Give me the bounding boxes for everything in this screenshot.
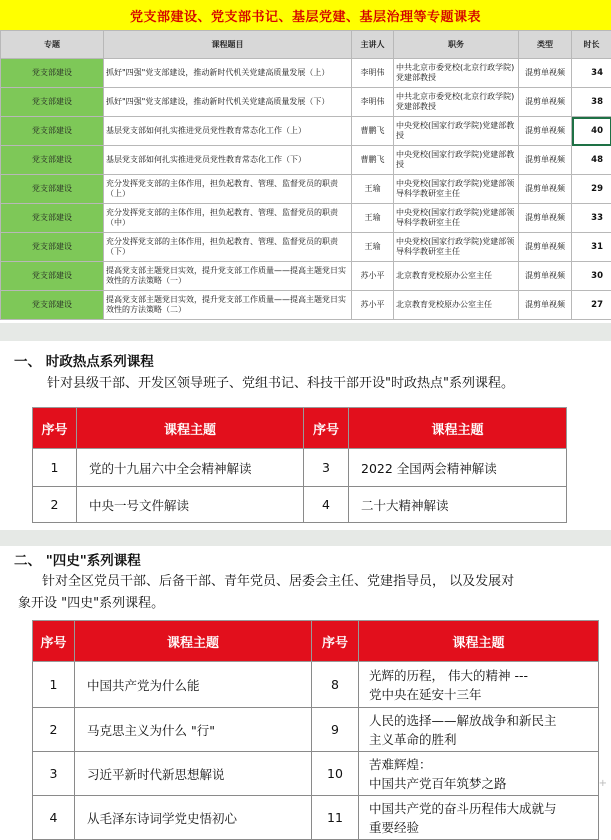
cell-course: 中央一号文件解读 xyxy=(77,487,304,523)
cell-topic[interactable]: 党支部建设 xyxy=(1,233,104,262)
cell-topic[interactable]: 党支部建设 xyxy=(1,262,104,291)
four-histories-course-table xyxy=(32,620,599,840)
spreadsheet-view xyxy=(0,0,611,323)
section-intro-line-1: 针对全区党员干部、后备干部、青年党员、居委会主任、党建指导员， 以及发展对 xyxy=(42,571,514,593)
cell-speaker[interactable]: 曹鹏飞 xyxy=(352,117,394,146)
cell-course: 从毛泽东诗词学党史悟初心 xyxy=(75,796,312,840)
cell-duty[interactable]: 中央党校(国家行政学院)党建部领导科学教研室主任 xyxy=(394,175,519,204)
cell-course: 2022 全国两会精神解读 xyxy=(349,449,567,487)
cell-duty[interactable]: 中共北京市委党校(北京行政学院)党建部教授 xyxy=(394,88,519,117)
cell-hours[interactable]: 38 xyxy=(572,88,611,117)
cell-speaker[interactable]: 苏小平 xyxy=(352,262,394,291)
cell-topic[interactable]: 党支部建设 xyxy=(1,59,104,88)
cell-course: 人民的选择——解放战争和新民主 主义革命的胜利 xyxy=(359,708,599,752)
table-row xyxy=(1,204,611,233)
cell-type[interactable]: 混剪单视频 xyxy=(519,175,572,204)
cell-hours[interactable]: 31 xyxy=(572,233,611,262)
cell-topic[interactable]: 党支部建设 xyxy=(1,146,104,175)
cell-course: 马克思主义为什么 "行" xyxy=(75,708,312,752)
page-gap xyxy=(0,323,611,341)
cell-no: 9 xyxy=(312,708,359,752)
cell-duty[interactable]: 中央党校(国家行政学院)党建部教授 xyxy=(394,117,519,146)
table-row xyxy=(1,117,611,146)
table-row xyxy=(1,233,611,262)
cell-title[interactable]: 基层党支部如何扎实推进党员党性教育常态化工作（下） xyxy=(104,146,352,175)
column-header-topic[interactable]: 专题 xyxy=(1,31,104,59)
cell-no: 3 xyxy=(33,752,75,796)
cell-hours[interactable]: 48 xyxy=(572,146,611,175)
cell-type[interactable]: 混剪单视频 xyxy=(519,117,572,146)
table-row xyxy=(33,796,599,840)
cell-type[interactable]: 混剪单视频 xyxy=(519,291,572,320)
sheet-title: 党支部建设、党支部书记、基层党建、基层治理等专题课表 xyxy=(0,0,611,30)
cell-course: 中国共产党为什么能 xyxy=(75,662,312,708)
cell-topic[interactable]: 党支部建设 xyxy=(1,204,104,233)
section-heading: 二、 "四史"系列课程 xyxy=(14,549,141,569)
cell-no: 2 xyxy=(33,708,75,752)
cell-type[interactable]: 混剪单视频 xyxy=(519,233,572,262)
table-header-row xyxy=(33,408,567,449)
cell-type[interactable]: 混剪单视频 xyxy=(519,204,572,233)
table-row xyxy=(1,146,611,175)
cell-topic[interactable]: 党支部建设 xyxy=(1,175,104,204)
table-row xyxy=(33,662,599,708)
cell-duty[interactable]: 中共北京市委党校(北京行政学院)党建部教授 xyxy=(394,59,519,88)
column-header-no: 序号 xyxy=(33,408,77,449)
cell-speaker[interactable]: 王瑜 xyxy=(352,204,394,233)
cell-hours[interactable]: 33 xyxy=(572,204,611,233)
cell-hours[interactable]: 27 xyxy=(572,291,611,320)
cell-title[interactable]: 抓好"四强"党支部建设，推动新时代机关党建高质量发展（上） xyxy=(104,59,352,88)
table-header-row xyxy=(33,621,599,662)
cell-hours[interactable]: 30 xyxy=(572,262,611,291)
cell-speaker[interactable]: 王瑜 xyxy=(352,233,394,262)
cell-no: 1 xyxy=(33,449,77,487)
table-row xyxy=(1,175,611,204)
cell-course: 光辉的历程， 伟大的精神 --- 党中央在延安十三年 xyxy=(359,662,599,708)
column-header-title[interactable]: 课程题目 xyxy=(104,31,352,59)
cell-no: 4 xyxy=(33,796,75,840)
cell-type[interactable]: 混剪单视频 xyxy=(519,88,572,117)
cell-duty[interactable]: 中央党校(国家行政学院)党建部领导科学教研室主任 xyxy=(394,204,519,233)
cell-no: 1 xyxy=(33,662,75,708)
cell-hours[interactable]: 29 xyxy=(572,175,611,204)
cell-type[interactable]: 混剪单视频 xyxy=(519,146,572,175)
cell-hours[interactable]: 34 xyxy=(572,59,611,88)
section-heading: 一、 时政热点系列课程 xyxy=(14,350,154,370)
cell-speaker[interactable]: 王瑜 xyxy=(352,175,394,204)
cell-title[interactable]: 充分发挥党支部的主体作用，担负起教育、管理、监督党员的职责（下） xyxy=(104,233,352,262)
cell-title[interactable]: 基层党支部如何扎实推进党员党性教育常态化工作（上） xyxy=(104,117,352,146)
cell-duty[interactable]: 北京教育党校原办公室主任 xyxy=(394,291,519,320)
cell-no: 4 xyxy=(304,487,349,523)
table-header-row xyxy=(1,31,611,59)
table-row xyxy=(1,262,611,291)
table-row xyxy=(33,708,599,752)
cell-title[interactable]: 提高党支部主题党日实效，提升党支部工作质量——提高主题党日实效性的方法策略（二） xyxy=(104,291,352,320)
column-header-topic: 课程主题 xyxy=(77,408,304,449)
cell-speaker[interactable]: 李明伟 xyxy=(352,59,394,88)
cell-title[interactable]: 提高党支部主题党日实效，提升党支部工作质量——提高主题党日实效性的方法策略（一） xyxy=(104,262,352,291)
section-intro: 针对县级干部、开发区领导班子、党组书记、科技干部开设"时政热点"系列课程。 xyxy=(47,373,514,395)
cell-duty[interactable]: 中央党校(国家行政学院)党建部教授 xyxy=(394,146,519,175)
section-intro-line-2: 象开设 "四史"系列课程。 xyxy=(18,593,164,615)
cell-type[interactable]: 混剪单视频 xyxy=(519,59,572,88)
table-row xyxy=(1,88,611,117)
cell-no: 3 xyxy=(304,449,349,487)
column-header-no: 序号 xyxy=(312,621,359,662)
table-row xyxy=(1,59,611,88)
cell-course: 苦难辉煌： 中国共产党百年筑梦之路 xyxy=(359,752,599,796)
column-header-speaker[interactable]: 主讲人 xyxy=(352,31,394,59)
column-header-topic: 课程主题 xyxy=(75,621,312,662)
cell-duty[interactable]: 中央党校(国家行政学院)党建部领导科学教研室主任 xyxy=(394,233,519,262)
cell-topic[interactable]: 党支部建设 xyxy=(1,88,104,117)
page-section-four-histories xyxy=(0,546,611,830)
cell-speaker[interactable]: 苏小平 xyxy=(352,291,394,320)
table-row xyxy=(33,487,567,523)
column-header-no: 序号 xyxy=(304,408,349,449)
table-row xyxy=(1,291,611,320)
cell-topic[interactable]: 党支部建设 xyxy=(1,117,104,146)
cell-no: 8 xyxy=(312,662,359,708)
column-header-duty[interactable]: 职务 xyxy=(394,31,519,59)
column-header-no: 序号 xyxy=(33,621,75,662)
cell-course: 中国共产党的奋斗历程伟大成就与 重要经验 xyxy=(359,796,599,840)
cell-course: 习近平新时代新思想解说 xyxy=(75,752,312,796)
cell-hours-selected[interactable]: 40 xyxy=(572,117,611,146)
cell-title[interactable]: 抓好"四强"党支部建设，推动新时代机关党建高质量发展（下） xyxy=(104,88,352,117)
cell-type[interactable]: 混剪单视频 xyxy=(519,262,572,291)
cell-duty[interactable]: 北京教育党校原办公室主任 xyxy=(394,262,519,291)
cell-no: 11 xyxy=(312,796,359,840)
cell-title[interactable]: 充分发挥党支部的主体作用，担负起教育、管理、监督党员的职责（上） xyxy=(104,175,352,204)
column-header-topic: 课程主题 xyxy=(349,408,567,449)
cell-no: 10 xyxy=(312,752,359,796)
cell-topic[interactable]: 党支部建设 xyxy=(1,291,104,320)
cell-speaker[interactable]: 李明伟 xyxy=(352,88,394,117)
column-header-hours[interactable]: 时长 xyxy=(572,31,611,59)
resize-handle-icon[interactable]: + xyxy=(599,778,607,789)
cell-speaker[interactable]: 曹鹏飞 xyxy=(352,146,394,175)
course-schedule-table xyxy=(0,30,611,320)
column-header-type[interactable]: 类型 xyxy=(519,31,572,59)
column-header-topic: 课程主题 xyxy=(359,621,599,662)
cell-course: 党的十九届六中全会精神解读 xyxy=(77,449,304,487)
cell-no: 2 xyxy=(33,487,77,523)
table-row xyxy=(33,752,599,796)
current-affairs-course-table xyxy=(32,407,567,523)
table-row xyxy=(33,449,567,487)
cell-title[interactable]: 充分发挥党支部的主体作用，担负起教育、管理、监督党员的职责（中） xyxy=(104,204,352,233)
page-gap xyxy=(0,530,611,546)
page-section-current-affairs xyxy=(0,341,611,530)
cell-course: 二十大精神解读 xyxy=(349,487,567,523)
